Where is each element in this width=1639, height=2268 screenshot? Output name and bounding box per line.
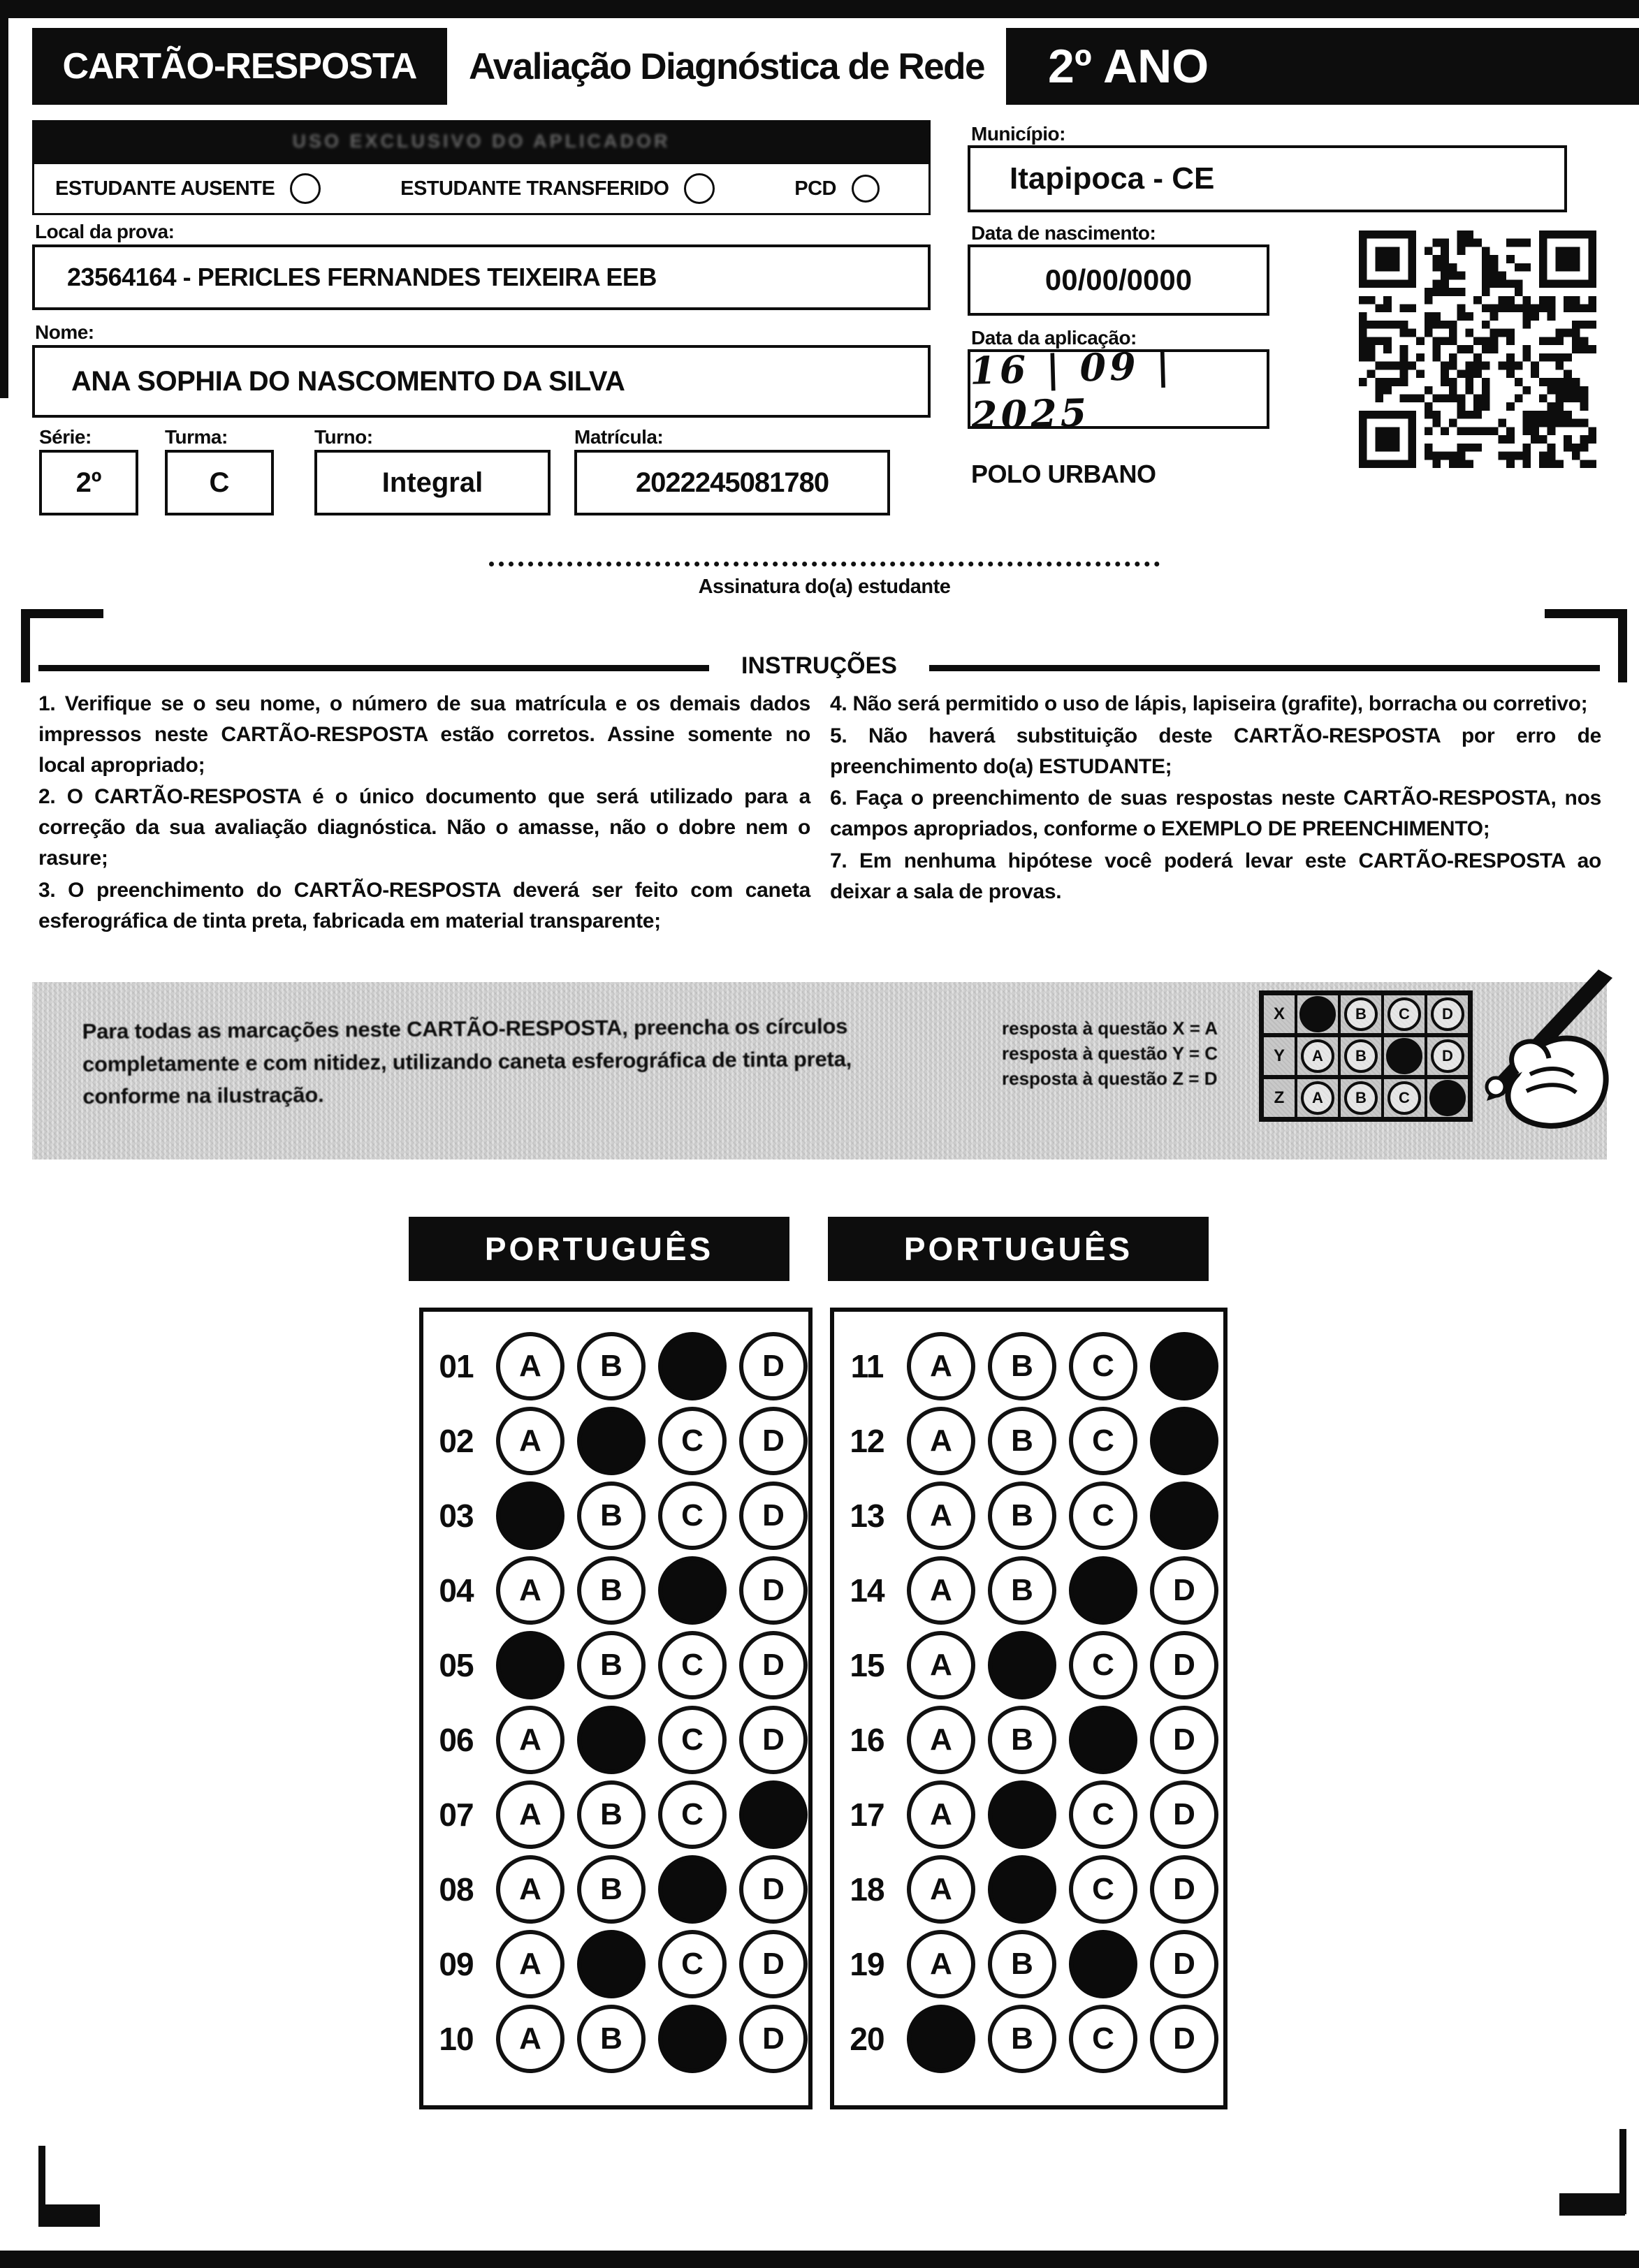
instructions-left xyxy=(38,689,810,937)
local-prova-value: 23564164 - PERICLES FERNANDES TEIXEIRA EEB xyxy=(67,263,657,291)
question-number: 14 xyxy=(850,1572,884,1609)
example-cell xyxy=(1384,1037,1427,1075)
question-row-11 xyxy=(834,1329,1223,1403)
answer-bubble-14-B[interactable]: B xyxy=(988,1556,1056,1625)
answer-bubble-16-A[interactable]: A xyxy=(907,1706,975,1774)
answer-bubble-17-D[interactable]: D xyxy=(1150,1780,1218,1849)
instructions-title-wrap xyxy=(709,652,929,680)
answer-bubble-14-D[interactable]: D xyxy=(1150,1556,1218,1625)
example-bubble-X-D: D xyxy=(1431,997,1464,1031)
exam-title: Avaliação Diagnóstica de Rede xyxy=(468,45,985,87)
answer-bubble-07-C[interactable]: C xyxy=(658,1780,727,1849)
municipio-value: Itapipoca - CE xyxy=(1010,161,1215,196)
example-bubble-Y-C xyxy=(1386,1038,1422,1074)
answer-bubble-19-B[interactable]: B xyxy=(988,1930,1056,1998)
answer-bubble-19-D[interactable]: D xyxy=(1150,1930,1218,1998)
ausente-label: ESTUDANTE AUSENTE xyxy=(55,177,275,200)
answer-bubble-15-D[interactable]: D xyxy=(1150,1631,1218,1699)
applicator-bar-text: USO EXCLUSIVO DO APLICADOR xyxy=(292,130,671,152)
example-bubble-X-C: C xyxy=(1387,997,1421,1031)
answer-bubble-20-D[interactable]: D xyxy=(1150,2005,1218,2073)
matricula-field xyxy=(574,450,890,515)
nome-value: ANA SOPHIA DO NASCOMENTO DA SILVA xyxy=(71,365,625,397)
answer-bubble-13-D[interactable] xyxy=(1150,1481,1218,1550)
turno-field xyxy=(314,450,551,515)
answer-bubble-10-C[interactable] xyxy=(658,2005,727,2073)
answer-bubble-11-D[interactable] xyxy=(1150,1332,1218,1400)
scan-edge-top xyxy=(0,0,1639,18)
answer-bubble-08-B[interactable]: B xyxy=(577,1855,646,1924)
ausente-checkbox-circle[interactable] xyxy=(290,173,321,204)
answer-bubble-03-A[interactable] xyxy=(496,1481,564,1550)
answer-bubble-06-C[interactable]: C xyxy=(658,1706,727,1774)
question-number: 04 xyxy=(439,1572,474,1609)
answer-bubble-05-A[interactable] xyxy=(496,1631,564,1699)
question-row-10 xyxy=(423,2001,808,2076)
answer-bubble-07-A[interactable]: A xyxy=(496,1780,564,1849)
answer-bubble-12-C[interactable]: C xyxy=(1069,1407,1137,1475)
instruction-item: 5. Não haverá substituição deste CARTÃO-RESPOSTA por erro de preenchimento do(a) ESTUDANTE; xyxy=(830,724,1601,778)
aplicacao-field xyxy=(968,342,1269,438)
question-row-12 xyxy=(834,1403,1223,1478)
serie-value: 2º xyxy=(75,467,102,498)
example-bubble-Y-D: D xyxy=(1431,1039,1464,1073)
answer-bubble-18-B[interactable] xyxy=(988,1855,1056,1924)
answer-bubble-11-B[interactable]: B xyxy=(988,1332,1056,1400)
question-row-09 xyxy=(423,1926,808,2001)
question-row-02 xyxy=(423,1403,808,1478)
matricula-value: 2022245081780 xyxy=(635,467,829,498)
answer-bubble-02-B[interactable] xyxy=(577,1407,646,1475)
example-bubble-Z-A: A xyxy=(1301,1081,1334,1115)
legend-line-y: resposta à questão Y = C xyxy=(1002,1043,1218,1064)
card-title: CARTÃO-RESPOSTA xyxy=(62,46,417,87)
instruction-item: 4. Não será permitido o uso de lápis, lapiseira (grafite), borracha ou corretivo; xyxy=(830,692,1588,715)
question-number: 03 xyxy=(439,1497,474,1534)
question-number: 17 xyxy=(850,1796,884,1833)
question-row-18 xyxy=(834,1852,1223,1926)
question-row-13 xyxy=(834,1478,1223,1553)
question-number: 11 xyxy=(850,1347,884,1384)
answer-grid-questions-01-10 xyxy=(419,1308,813,2109)
answer-bubble-06-B[interactable] xyxy=(577,1706,646,1774)
matricula-label: Matrícula: xyxy=(574,426,664,448)
question-number: 12 xyxy=(850,1422,884,1459)
municipio-field xyxy=(968,145,1567,212)
question-row-04 xyxy=(423,1553,808,1627)
answer-bubble-01-C[interactable] xyxy=(658,1332,727,1400)
example-bubble-X-A xyxy=(1299,996,1336,1032)
question-row-07 xyxy=(423,1777,808,1852)
example-legend xyxy=(1002,1016,1218,1091)
question-row-01 xyxy=(423,1329,808,1403)
legend-line-x: resposta à questão X = A xyxy=(1002,1018,1218,1039)
turma-value: C xyxy=(209,467,230,498)
answer-bubble-03-D[interactable]: D xyxy=(739,1481,808,1550)
scan-edge-left xyxy=(0,0,8,398)
answer-bubble-02-D[interactable]: D xyxy=(739,1407,808,1475)
question-number: 10 xyxy=(439,2020,474,2057)
checkbox-group-pcd xyxy=(794,175,880,203)
qr-code xyxy=(1359,231,1596,468)
answer-bubble-06-D[interactable]: D xyxy=(739,1706,808,1774)
answer-bubble-09-B[interactable] xyxy=(577,1930,646,1998)
answer-bubble-03-B[interactable]: B xyxy=(577,1481,646,1550)
answer-bubble-10-D[interactable]: D xyxy=(739,2005,808,2073)
question-number: 18 xyxy=(850,1871,884,1908)
answer-bubble-08-D[interactable]: D xyxy=(739,1855,808,1924)
answer-bubble-10-A[interactable]: A xyxy=(496,2005,564,2073)
subject-title-1: PORTUGUÊS xyxy=(484,1231,714,1267)
answer-bubble-17-A[interactable]: A xyxy=(907,1780,975,1849)
applicator-bar xyxy=(32,120,931,162)
answer-bubble-19-A[interactable]: A xyxy=(907,1930,975,1998)
answer-bubble-07-B[interactable]: B xyxy=(577,1780,646,1849)
example-bubble-Z-B: B xyxy=(1344,1081,1378,1115)
corner-mark-bottom-right-h xyxy=(1559,2193,1625,2216)
instructions-rule-left xyxy=(38,665,709,671)
question-number: 08 xyxy=(439,1871,474,1908)
corner-mark-top-left xyxy=(21,609,103,682)
question-row-03 xyxy=(423,1478,808,1553)
pcd-checkbox-circle[interactable] xyxy=(852,175,880,203)
answer-bubble-20-A[interactable] xyxy=(907,2005,975,2073)
answer-bubble-15-A[interactable]: A xyxy=(907,1631,975,1699)
grade-label: 2º ANO xyxy=(1048,40,1209,93)
serie-label: Série: xyxy=(39,426,92,448)
example-bubble-Z-C: C xyxy=(1387,1081,1421,1115)
example-cell xyxy=(1297,1037,1341,1075)
question-row-19 xyxy=(834,1926,1223,2001)
subject-header-1 xyxy=(409,1217,789,1281)
checkbox-group-transferido xyxy=(400,173,715,204)
answer-bubble-14-C[interactable] xyxy=(1069,1556,1137,1625)
pcd-label: PCD xyxy=(794,177,836,200)
answer-bubble-01-A[interactable]: A xyxy=(496,1332,564,1400)
card-title-box xyxy=(32,28,447,105)
answer-bubble-12-B[interactable]: B xyxy=(988,1407,1056,1475)
example-cell xyxy=(1297,995,1341,1033)
answer-bubble-02-A[interactable]: A xyxy=(496,1407,564,1475)
instruction-item: 6. Faça o preenchimento de suas respostas neste CARTÃO-RESPOSTA, nos campos apropriados, conforme o EXEMPLO DE PREENCHIMENTO; xyxy=(830,787,1601,841)
answer-bubble-04-B[interactable]: B xyxy=(577,1556,646,1625)
signature-caption-wrap xyxy=(489,576,1160,599)
answer-bubble-01-D[interactable]: D xyxy=(739,1332,808,1400)
example-cell xyxy=(1341,995,1384,1033)
nome-field xyxy=(32,345,931,418)
answer-bubble-09-C[interactable]: C xyxy=(658,1930,727,1998)
question-number: 07 xyxy=(439,1796,474,1833)
question-number: 01 xyxy=(439,1347,474,1384)
question-number: 05 xyxy=(439,1646,474,1683)
answer-bubble-13-A[interactable]: A xyxy=(907,1481,975,1550)
student-status-row xyxy=(32,162,931,215)
answer-bubble-10-B[interactable]: B xyxy=(577,2005,646,2073)
checkbox-group-ausente xyxy=(55,173,321,204)
grade-box xyxy=(1006,28,1639,105)
instructions-title: INSTRUÇÕES xyxy=(741,652,897,679)
subject-title-2: PORTUGUÊS xyxy=(903,1231,1133,1267)
answer-bubble-15-B[interactable] xyxy=(988,1631,1056,1699)
example-row-label: X xyxy=(1264,995,1297,1033)
answer-bubble-03-C[interactable]: C xyxy=(658,1481,727,1550)
answer-bubble-08-A[interactable]: A xyxy=(496,1855,564,1924)
nome-label: Nome: xyxy=(35,321,94,343)
answer-bubble-09-D[interactable]: D xyxy=(739,1930,808,1998)
question-number: 15 xyxy=(850,1646,884,1683)
question-row-05 xyxy=(423,1627,808,1702)
example-row-label: Y xyxy=(1264,1037,1297,1075)
answer-bubble-11-C[interactable]: C xyxy=(1069,1332,1137,1400)
answer-bubble-17-B[interactable] xyxy=(988,1780,1056,1849)
subject-header-2 xyxy=(828,1217,1209,1281)
corner-mark-top-right xyxy=(1545,609,1627,682)
answer-bubble-16-B[interactable]: B xyxy=(988,1706,1056,1774)
question-row-08 xyxy=(423,1852,808,1926)
nascimento-label: Data de nascimento: xyxy=(971,222,1156,244)
nascimento-value: 00/00/0000 xyxy=(1044,263,1193,296)
turno-label: Turno: xyxy=(314,426,373,448)
signature-caption: Assinatura do(a) estudante xyxy=(698,576,951,598)
answer-bubble-07-D[interactable] xyxy=(739,1780,808,1849)
answer-bubble-13-B[interactable]: B xyxy=(988,1481,1056,1550)
example-band xyxy=(32,982,1607,1159)
instruction-item: 1. Verifique se o seu nome, o número de sua matrícula e os demais dados impressos neste CARTÃO-RESPOSTA estão corretos. Assine somente no local apropriado; xyxy=(38,692,810,777)
answer-bubble-13-C[interactable]: C xyxy=(1069,1481,1137,1550)
answer-grid-questions-11-20 xyxy=(830,1308,1228,2109)
instruction-item: 3. O preenchimento do CARTÃO-RESPOSTA deverá ser feito com caneta esferográfica de tinta preta, fabricada em material transparente; xyxy=(38,878,810,932)
answer-bubble-05-C[interactable]: C xyxy=(658,1631,727,1699)
answer-bubble-18-C[interactable]: C xyxy=(1069,1855,1137,1924)
transferido-label: ESTUDANTE TRANSFERIDO xyxy=(400,177,669,200)
example-band-text: Para todas as marcações neste CARTÃO-RESPOSTA, preencha os círculos completamente e com nitidez, utilizando caneta esferográfica de tinta preta, conforme na ilustração. xyxy=(82,1014,852,1109)
example-cell xyxy=(1297,1079,1341,1117)
question-row-06 xyxy=(423,1702,808,1777)
answer-bubble-06-A[interactable]: A xyxy=(496,1706,564,1774)
instructions-right xyxy=(830,689,1601,909)
answer-bubble-14-A[interactable]: A xyxy=(907,1556,975,1625)
answer-bubble-15-C[interactable]: C xyxy=(1069,1631,1137,1699)
transferido-checkbox-circle[interactable] xyxy=(684,173,715,204)
answer-bubble-16-C[interactable] xyxy=(1069,1706,1137,1774)
aplicacao-label: Data da aplicação: xyxy=(971,327,1137,349)
question-number: 02 xyxy=(439,1422,474,1459)
example-cell xyxy=(1384,995,1427,1033)
example-cell xyxy=(1341,1037,1384,1075)
hand-pen-illustration xyxy=(1425,970,1614,1137)
question-number: 13 xyxy=(850,1497,884,1534)
signature-line xyxy=(489,562,1160,566)
answer-bubble-18-A[interactable]: A xyxy=(907,1855,975,1924)
answer-bubble-04-C[interactable] xyxy=(658,1556,727,1625)
answer-bubble-12-D[interactable] xyxy=(1150,1407,1218,1475)
aplicacao-value-handwritten: 16 | 09 | 2025 xyxy=(969,342,1174,438)
answer-bubble-02-C[interactable]: C xyxy=(658,1407,727,1475)
answer-bubble-05-D[interactable]: D xyxy=(739,1631,808,1699)
answer-bubble-18-D[interactable]: D xyxy=(1150,1855,1218,1924)
example-cell xyxy=(1341,1079,1384,1117)
example-row-label: Z xyxy=(1264,1079,1297,1117)
answer-bubble-16-D[interactable]: D xyxy=(1150,1706,1218,1774)
question-number: 20 xyxy=(850,2020,884,2057)
answer-bubble-08-C[interactable] xyxy=(658,1855,727,1924)
turno-value: Integral xyxy=(381,467,483,498)
answer-bubble-04-A[interactable]: A xyxy=(496,1556,564,1625)
instructions-rule-right xyxy=(929,665,1600,671)
answer-bubble-09-A[interactable]: A xyxy=(496,1930,564,1998)
nascimento-field xyxy=(968,244,1269,316)
question-number: 16 xyxy=(850,1721,884,1758)
scan-edge-bottom xyxy=(0,2251,1639,2268)
instruction-item: 2. O CARTÃO-RESPOSTA é o único documento que será utilizado para a correção da sua avaliação diagnóstica. Não o amasse, não o dobre nem o rasure; xyxy=(38,785,810,870)
answer-bubble-20-C[interactable]: C xyxy=(1069,2005,1137,2073)
example-bubble-Y-B: B xyxy=(1344,1039,1378,1073)
answer-bubble-11-A[interactable]: A xyxy=(907,1332,975,1400)
serie-field xyxy=(39,450,138,515)
example-bubble-X-B: B xyxy=(1344,997,1378,1031)
answer-bubble-05-B[interactable]: B xyxy=(577,1631,646,1699)
answer-bubble-20-B[interactable]: B xyxy=(988,2005,1056,2073)
question-number: 06 xyxy=(439,1721,474,1758)
legend-line-z: resposta à questão Z = D xyxy=(1002,1068,1218,1089)
answer-bubble-12-A[interactable]: A xyxy=(907,1407,975,1475)
turma-field xyxy=(165,450,274,515)
answer-bubble-01-B[interactable]: B xyxy=(577,1332,646,1400)
corner-mark-bottom-left-h xyxy=(38,2204,100,2227)
instruction-item: 7. Em nenhuma hipótese você poderá levar este CARTÃO-RESPOSTA ao deixar a sala de provas. xyxy=(830,849,1601,903)
exam-title-box xyxy=(454,28,999,105)
answer-bubble-17-C[interactable]: C xyxy=(1069,1780,1137,1849)
question-row-16 xyxy=(834,1702,1223,1777)
example-cell xyxy=(1384,1079,1427,1117)
question-row-20 xyxy=(834,2001,1223,2076)
turma-label: Turma: xyxy=(165,426,228,448)
answer-bubble-04-D[interactable]: D xyxy=(739,1556,808,1625)
answer-bubble-19-C[interactable] xyxy=(1069,1930,1137,1998)
municipio-label: Município: xyxy=(971,123,1065,145)
question-row-14 xyxy=(834,1553,1223,1627)
question-number: 09 xyxy=(439,1945,474,1982)
local-prova-label: Local da prova: xyxy=(35,221,175,242)
polo-label: POLO URBANO xyxy=(971,460,1156,488)
question-row-17 xyxy=(834,1777,1223,1852)
question-number: 19 xyxy=(850,1945,884,1982)
example-bubble-Y-A: A xyxy=(1301,1039,1334,1073)
local-prova-field xyxy=(32,244,931,310)
question-row-15 xyxy=(834,1627,1223,1702)
